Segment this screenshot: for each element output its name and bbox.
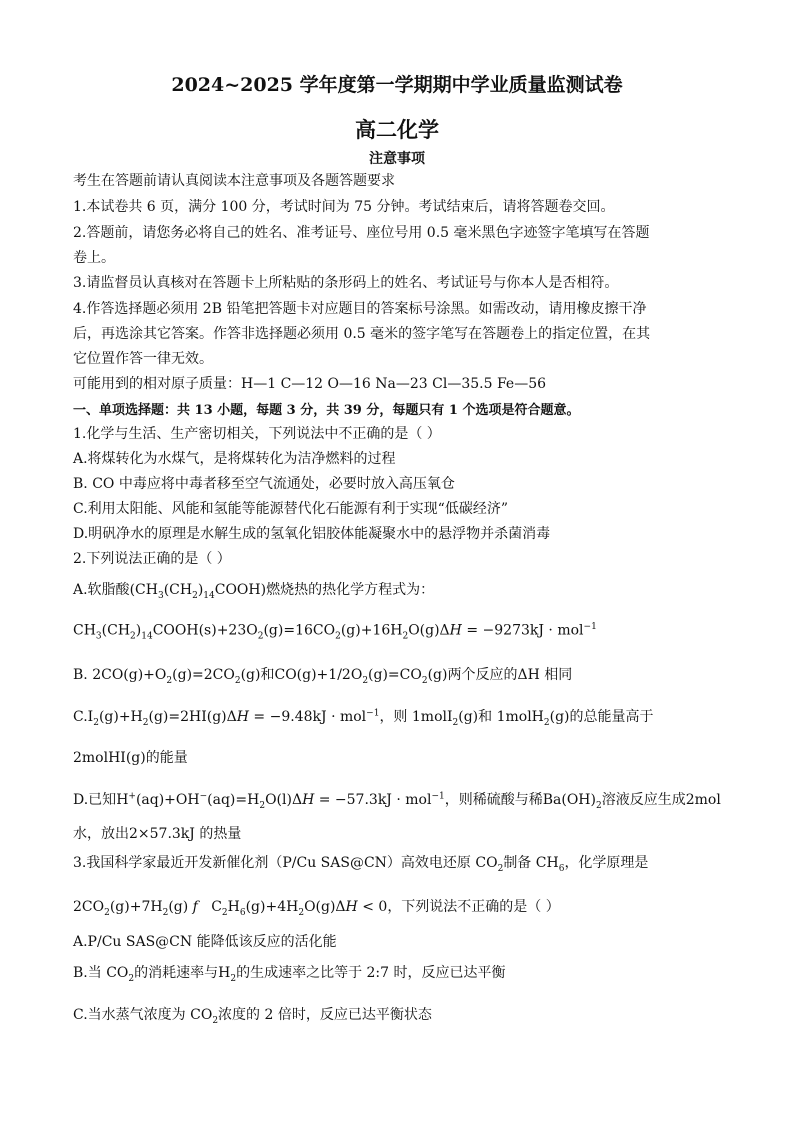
q2-option-a-equation: $CH_3(CH_2)_{14}COOH(s)+23O_2(g)=16CO_2(g)+16H_2O(g)\Delta H = -9273kJ \cdot mol^{-1}$ bbox=[73, 622, 597, 642]
section-heading: 一、单项选择题：共 13 小题，每题 3 分，共 39 分，每题只有 1 个选项是符合题意。 bbox=[73, 403, 580, 418]
notice-heading: 注意事项 bbox=[369, 151, 425, 167]
notice-item-4-cont2: 它位置作答一律无效。 bbox=[73, 351, 213, 367]
q1-option-b: B. CO 中毒应将中毒者移至空气流通处，必要时放入高压氧仓 bbox=[73, 476, 455, 492]
q1-option-a: A.将煤转化为水煤气，是将煤转化为洁净燃料的过程 bbox=[73, 451, 396, 467]
q1-option-c: C.利用太阳能、风能和氢能等能源替代化石能源有利于实现“低碳经济” bbox=[73, 501, 508, 517]
q2-option-d-cont: 水，放出2×57.3kJ 的热量 bbox=[73, 826, 242, 842]
q2-option-a: A.软脂酸$(CH_3(CH_2)_{14}COOH)$燃烧热的热化学方程式为： bbox=[73, 582, 435, 601]
exam-title: 2024~2025 学年度第一学期期中学业质量监测试卷 bbox=[171, 74, 623, 96]
q2-option-b: B. $2CO(g)+O_2(g)=2CO_2(g)$和$CO(g)+1/2O_2(g)=CO_2(g)$两个反应的ΔH 相同 bbox=[73, 667, 573, 686]
q2-option-c-cont: 2molHI(g)的能量 bbox=[73, 750, 188, 766]
notice-item-4-cont: 后，再选涂其它答案。作答非选择题必须用 0.5 毫米的签字笔写在答题卷上的指定位置，在其 bbox=[73, 326, 651, 342]
notice-item-2-cont: 卷上。 bbox=[73, 250, 115, 266]
q2-stem: 2.下列说法正确的是（ ） bbox=[73, 551, 231, 567]
q2-option-c: $C.I_2(g)+H_2(g)=2HI(g)\Delta H = -9.48kJ \cdot mol^{-1}$，则 1molI$_2$(g)和 1molH$_2$(g)的总能量高于 bbox=[73, 708, 654, 728]
notice-item-1: 1.本试卷共 6 页，满分 100 分，考试时间为 75 分钟。考试结束后，请将答题卷交回。 bbox=[73, 199, 615, 215]
notice-item-2: 2.答题前，请您务必将自己的姓名、准考证号、座位号用 0.5 毫米黑色字迹签字笔填写在答题 bbox=[73, 225, 650, 241]
q2-option-d: D.已知$H^+(aq)+OH^-(aq)=H_2O(l)\Delta H = -57.3kJ \cdot mol^{-1}$，则稀硫酸与稀$Ba(OH)_2$溶液反应生成2mol bbox=[73, 791, 721, 811]
notice-item-3: 3.请监督员认真核对在答题卡上所粘贴的条形码上的姓名、考试证号与你本人是否相符。 bbox=[73, 275, 619, 291]
q1-option-d: D.明矾净水的原理是水解生成的氢氧化铝胶体能凝聚水中的悬浮物并杀菌消毒 bbox=[73, 526, 551, 542]
subject-title: 高二化学 bbox=[355, 117, 439, 142]
q3-equation: $2CO_2(g)+7H_2(g)$ f $C_2H_6(g)+4H_2O(g)\Delta H < 0$，下列说法不正确的是（ ） bbox=[73, 899, 560, 918]
notice-item-4: 4.作答选择题必须用 2B 铅笔把答题卡对应题目的答案标号涂黑。如需改动，请用橡皮擦干净 bbox=[73, 301, 647, 317]
q3-option-c: C.当水蒸气浓度为 $CO_2$浓度的 2 倍时，反应已达平衡状态 bbox=[73, 1007, 432, 1026]
q3-option-a: A.P/Cu SAS@CN 能降低该反应的活化能 bbox=[73, 934, 337, 950]
q3-stem: 3.我国科学家最近开发新催化剂（P/Cu SAS@CN）高效电还原 $CO_2$制备 $CH_6$，化学原理是 bbox=[73, 855, 649, 874]
q3-option-b: B.当 $CO_2$的消耗速率与$H_2$的生成速率之比等于 2:7 时，反应已达平衡 bbox=[73, 965, 506, 984]
notice-intro: 考生在答题前请认真阅读本注意事项及各题答题要求 bbox=[73, 173, 395, 189]
atomic-mass-line: 可能用到的相对原子质量：H—1 C—12 O—16 Na—23 Cl—35.5 Fe—56 bbox=[73, 376, 547, 392]
q1-stem: 1.化学与生活、生产密切相关，下列说法中不正确的是（ ） bbox=[73, 426, 441, 442]
